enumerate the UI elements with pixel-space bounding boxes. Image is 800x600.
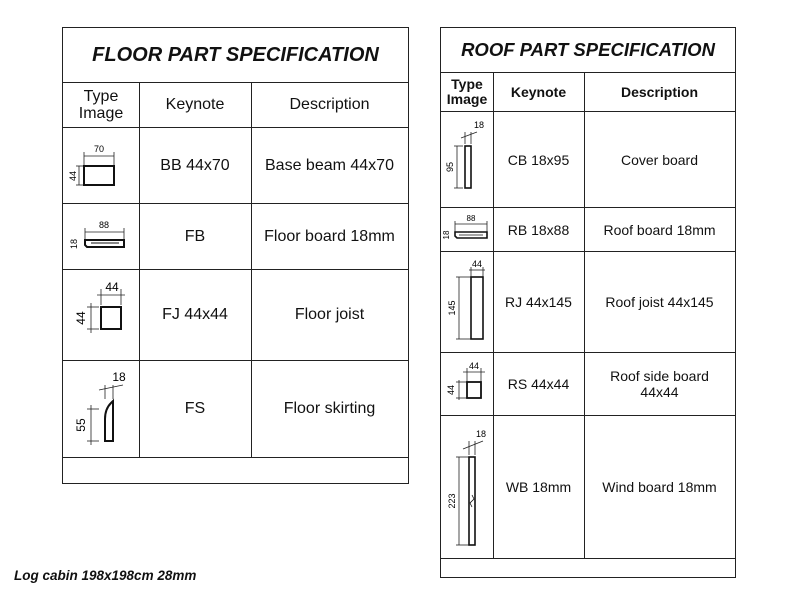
roof-row-rj-image: [441, 252, 493, 352]
cb-width-label: 18: [473, 119, 485, 130]
floor-empty-row: [63, 457, 408, 483]
cb-height-label: 95: [445, 161, 455, 172]
base-beam-section-icon: [69, 136, 133, 196]
fb-height-label: 18: [69, 238, 79, 249]
floor-header-row: [63, 82, 408, 127]
roof-header-row: [441, 72, 735, 111]
roof-header-keynote: Keynote: [510, 84, 567, 100]
document-caption: Log cabin 198x198cm 28mm: [14, 568, 197, 583]
roof-row-cb-keynote: CB 18x95: [507, 151, 570, 168]
floor-row-bb: [63, 127, 408, 203]
fs-height-label: 55: [74, 418, 88, 432]
fs-width-label: 18: [112, 370, 126, 384]
roof-header-type: Type Image: [446, 76, 488, 107]
floor-row-fs-keynote: FS: [184, 400, 206, 417]
bb-height-label: 44: [68, 170, 78, 181]
floor-row-fs-description: Floor skirting: [283, 400, 376, 417]
roof-row-wb-keynote: WB 18mm: [505, 479, 572, 495]
floor-skirting-section-icon: [69, 365, 133, 453]
roof-side-board-section-icon: [443, 356, 491, 412]
fj-width-label: 44: [105, 280, 119, 294]
wind-board-section-icon: [443, 419, 491, 555]
floor-row-fs: [63, 360, 408, 457]
roof-row-wb-description: Wind board 18mm: [602, 479, 717, 495]
rs-height-label: 44: [446, 384, 456, 396]
roof-empty-row: [441, 558, 735, 577]
roof-row-rb-description: Roof board 18mm: [603, 221, 716, 238]
roof-header-description: Description: [620, 84, 698, 100]
rj-height-label: 145: [447, 300, 457, 316]
floor-row-fb: [63, 203, 408, 269]
wb-height-label: 223: [447, 493, 457, 509]
roof-table-title: ROOF PART SPECIFICATION: [461, 39, 715, 60]
floor-row-bb-image: [63, 128, 139, 203]
fb-width-label: 88: [98, 219, 110, 230]
roof-joist-section-icon: [443, 255, 491, 349]
roof-row-cb-image: [441, 112, 493, 207]
roof-spec-table: [440, 27, 736, 578]
rj-width-label: 44: [471, 259, 483, 269]
rb-width-label: 88: [466, 213, 476, 223]
floor-row-fj-image: [63, 270, 139, 360]
fj-height-label: 44: [74, 311, 88, 325]
floor-spec-table: [62, 27, 409, 484]
cover-board-section-icon: [443, 116, 491, 204]
roof-row-rj-keynote: RJ 44x145: [505, 294, 572, 310]
floor-row-bb-description: Base beam 44x70: [265, 156, 394, 174]
wb-width-label: 18: [475, 429, 487, 439]
roof-row-cb: [441, 111, 735, 207]
roof-row-rs-image: [441, 353, 493, 415]
roof-row-rb: [441, 207, 735, 251]
roof-row-rb-keynote: RB 18x88: [507, 221, 570, 238]
roof-row-wb: [441, 415, 735, 558]
roof-row-rj: [441, 251, 735, 352]
roof-row-cb-description: Cover board: [620, 151, 699, 168]
floor-board-section-icon: [69, 217, 133, 257]
bb-width-label: 70: [93, 143, 105, 154]
roof-row-rb-image: [441, 208, 493, 251]
floor-row-fs-image: [63, 361, 139, 457]
floor-row-fj-keynote: FJ 44x44: [162, 306, 228, 323]
roof-row-rs: [441, 352, 735, 415]
floor-row-fb-keynote: FB: [184, 227, 206, 245]
roof-board-section-icon: [443, 212, 491, 248]
floor-row-fj-description: Floor joist: [294, 306, 365, 323]
floor-row-fj: [63, 269, 408, 360]
floor-header-keynote: Keynote: [165, 96, 225, 113]
floor-table-title: FLOOR PART SPECIFICATION: [92, 43, 379, 66]
floor-header-description: Description: [289, 96, 370, 113]
roof-row-rs-description: Roof side board 44x44: [610, 368, 709, 400]
rb-height-label: 18: [442, 230, 451, 239]
floor-row-fb-image: [63, 204, 139, 269]
floor-row-bb-keynote: BB 44x70: [160, 156, 230, 174]
floor-joist-section-icon: [69, 277, 133, 353]
roof-row-rs-keynote: RS 44x44: [507, 376, 570, 392]
floor-header-type: Type Image: [78, 88, 124, 122]
floor-row-fb-description: Floor board 18mm: [264, 227, 395, 245]
roof-row-rj-description: Roof joist 44x145: [605, 294, 714, 310]
roof-row-wb-image: [441, 416, 493, 558]
rs-width-label: 44: [468, 361, 480, 371]
